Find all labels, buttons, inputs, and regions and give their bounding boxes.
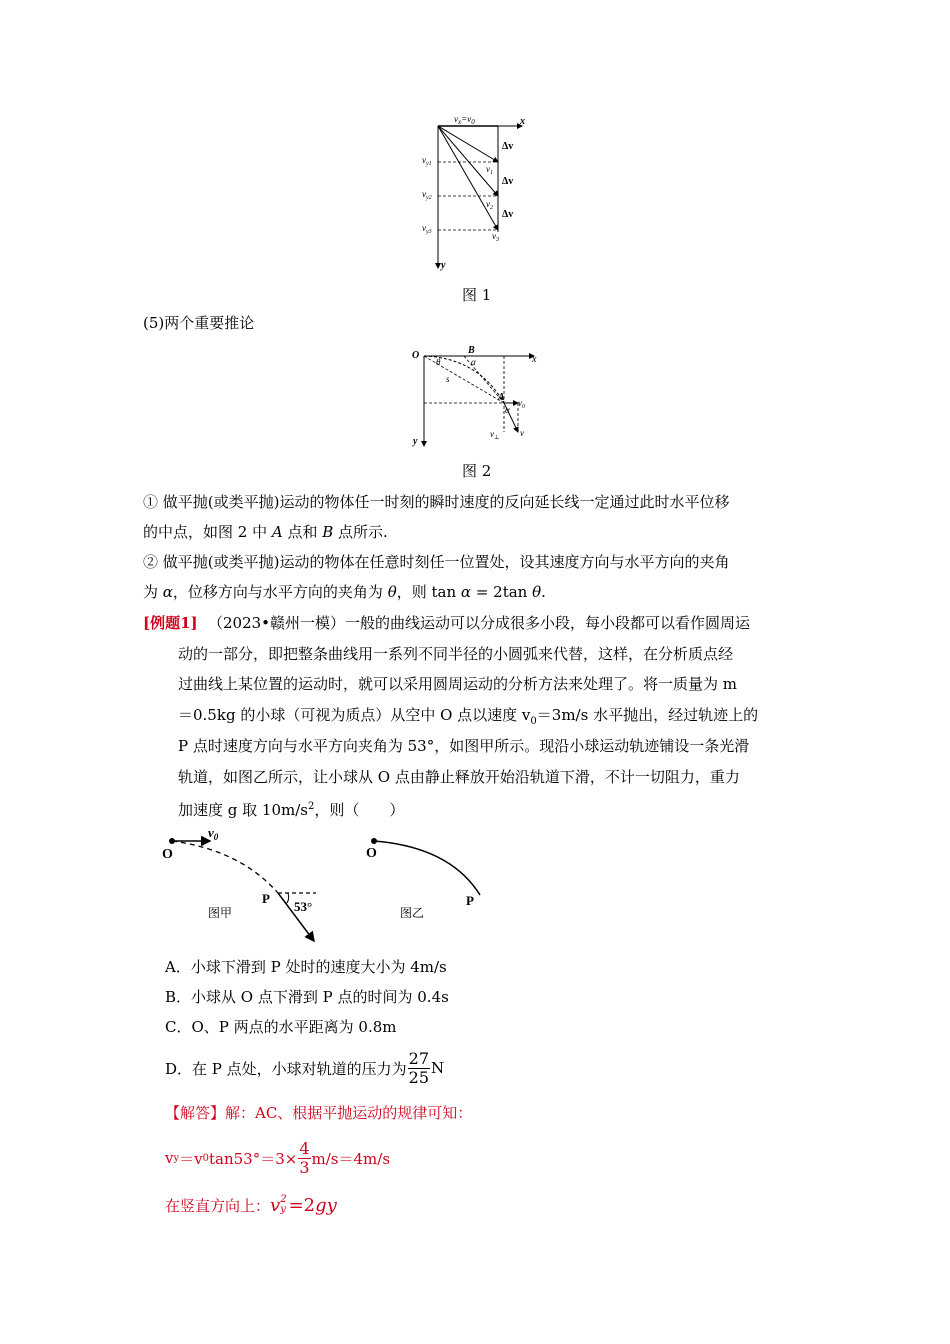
svg-text:Δv: Δv — [502, 209, 514, 220]
figure-1-caption: 图 1 — [462, 286, 492, 304]
section-5-title: (5)两个重要推论 — [143, 314, 255, 332]
figure-yi — [360, 825, 490, 925]
vx-label: v — [454, 114, 458, 124]
svg-text:v⊥: $v_\perp$ — [490, 429, 500, 441]
svg-text:vx=v0: $v_x=v_0$ — [454, 114, 475, 126]
option-b: B．小球从 O 点下滑到 P 点的时间为 0.4s — [165, 988, 449, 1006]
x-axis-label: x — [520, 116, 525, 127]
point-b-label: B — [468, 345, 475, 356]
svg-text:vy2: $v_{y2}$ — [422, 189, 432, 201]
option-d: D．在 P 点处，小球对轨道的压力为 $\frac{27}{25}$ N — [165, 1048, 445, 1087]
svg-text:v1: $v_1$ — [486, 164, 493, 176]
svg-text:θ: θ — [436, 357, 441, 367]
origin-label: O — [412, 350, 420, 361]
svg-text:x: x — [532, 354, 537, 365]
example-line-6: 轨道，如图乙所示，让小球从 O 点由静止释放开始沿轨道下滑，不计一切阻力，重力 — [178, 768, 740, 786]
svg-text:v2: $v_2$ — [486, 199, 493, 211]
y-axis-label: y — [441, 260, 446, 271]
svg-text:O: O — [366, 846, 377, 861]
svg-text:α: α — [471, 357, 476, 367]
svg-text:s: s — [446, 374, 450, 384]
jia-angle-label: 53° — [294, 899, 313, 914]
svg-text:y: y — [413, 436, 418, 447]
conclusion-2-line-2: 为 α，位移方向与水平方向的夹角为 θ，则 tan α = 2tan θ. — [143, 583, 546, 601]
jia-p-label: P — [262, 891, 270, 906]
svg-text:Δv: Δv — [502, 176, 514, 187]
delta-v-label: Δv — [502, 141, 514, 152]
svg-text:v: v — [520, 428, 524, 438]
answer-line-2: v y ＝v 0 tan53°＝3× $\frac{4}{3}$ m/s＝4m/s — [165, 1138, 391, 1177]
jia-o-label: O — [162, 847, 173, 862]
svg-text:v3: $v_3$ — [492, 231, 499, 243]
example-line-4: ＝0.5kg 的小球（可视为质点）从空中 O 点以速度 $v_0=3m/s$ 水平抛出，经过轨迹上的 — [178, 706, 759, 727]
conclusion-1-line-2: 的中点，如图 2 中 A 点和 B 点所示. — [143, 523, 388, 541]
example-line-1: （2023•赣州一模）一般的曲线运动可以分成很多小段，每小段都可以看作圆周运 — [208, 614, 751, 632]
conclusion-2-line-1: ② 做平抛(或类平抛)运动的物体在任意时刻任一位置处，设其速度方向与水平方向的夹角 — [143, 553, 730, 571]
jia-caption: 图甲 — [208, 906, 233, 920]
example-line-7: 加速度 g 取 $10m/s^2$，则（ ） — [178, 801, 405, 819]
svg-text:α: α — [505, 405, 510, 415]
option-c: C．O、P 两点的水平距离为 0.8m — [165, 1018, 397, 1036]
figure-jia — [160, 825, 330, 945]
answer-line-1: 【解答】解：AC、根据平抛运动的规律可知： — [165, 1104, 473, 1122]
figure-2-caption: 图 2 — [462, 462, 492, 480]
yi-caption: 图乙 — [400, 906, 425, 920]
figure-2 — [408, 340, 548, 450]
svg-text:vy3: $v_{y3}$ — [422, 223, 432, 235]
example-line-2: 动的一部分，即把整条曲线用一系列不同半径的小圆弧来代替，这样，在分析质点经 — [178, 645, 734, 663]
figure-1 — [410, 108, 540, 273]
option-a: A．小球下滑到 P 处时的速度大小为 4m/s — [165, 958, 447, 976]
answer-line-3: 在竖直方向上： v 2 y =2 gy — [165, 1194, 337, 1216]
svg-text:v0: $v_0$ — [208, 825, 219, 842]
option-d-fraction: $\frac{27}{25}$ — [408, 1048, 430, 1087]
svg-text:vy1: $v_{y1}$ — [422, 155, 432, 167]
svg-text:v0: $v_0$ — [518, 398, 525, 410]
example-line-5: P 点时速度方向与水平方向夹角为 53°，如图甲所示。现沿小球运动轨迹铺设一条光滑 — [178, 737, 750, 755]
conclusion-1-line-1: ① 做平抛(或类平抛)运动的物体任一时刻的瞬时速度的反向延长线一定通过此时水平位移 — [143, 493, 730, 511]
example-line-3: 过曲线上某位置的运动时，就可以采用圆周运动的分析方法来处理了。将一质量为 m — [178, 675, 737, 693]
example-tag: [例题1] — [143, 614, 198, 632]
svg-text:P: P — [466, 893, 474, 908]
point-a-label: A — [498, 392, 505, 403]
